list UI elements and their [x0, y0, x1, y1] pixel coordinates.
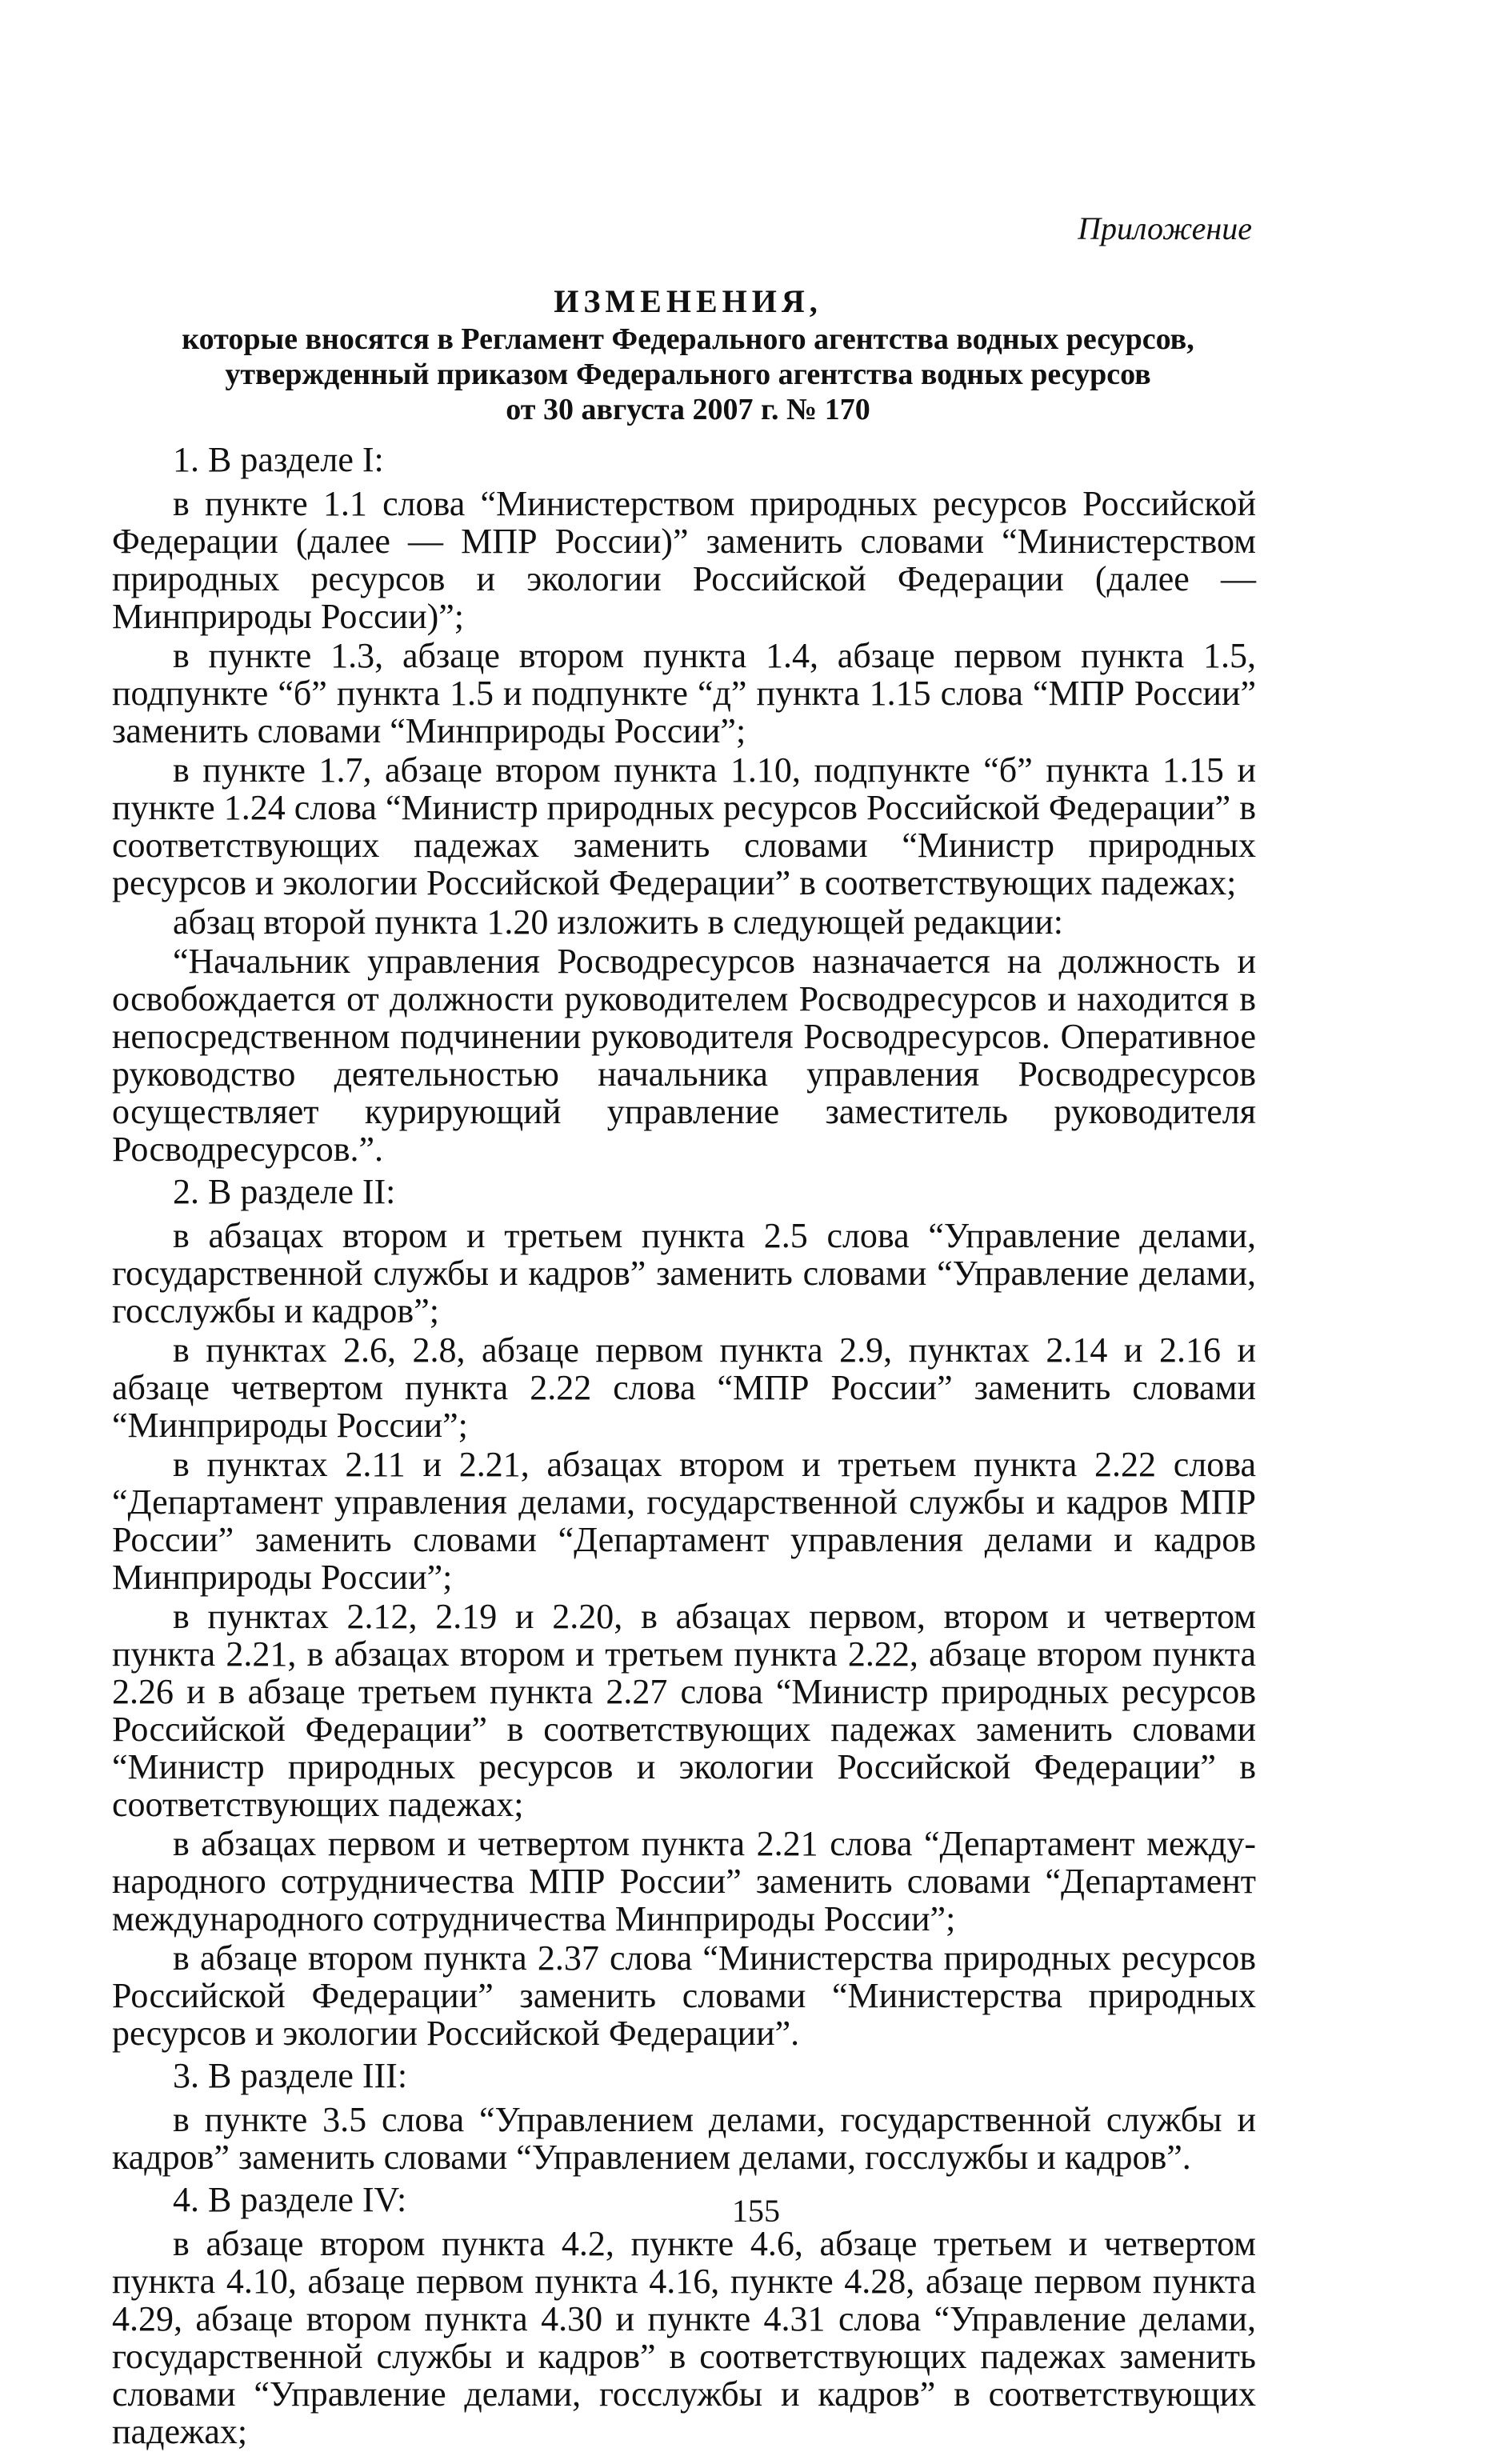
heading-line-3: от 30 августа 2007 г. № 170 [506, 393, 870, 426]
paragraph: в пункте 1.7, абзаце втором пункта 1.10, подпункте “б” пункта 1.15 и пункте 1.24 слова “Министр природных ресурсов Российской Федерации” в соответствующих падежах заменить словами “Министр природных ресурсов и экологии Российской Федерации” в соответствующих падежах; [112, 750, 1256, 902]
page-number: 155 [732, 2193, 780, 2229]
heading-line-2: утвержденный приказом Федерального агентства водных ресурсов [225, 358, 1151, 391]
section-heading-3: 3. В разделе III: [173, 2056, 408, 2095]
paragraph: в пунктах 2.12, 2.19 и 2.20, в абзацах первом, втором и четвертом пункта 2.21, в абзацах втором и третьем пункта 2.22, абзаце втором пункта 2.26 и в абзаце третьем пункта 2.27 слова “Министр природных ресурсов Российской Федерации” в соответствующих падежах заменить словами “Министр природных ресурсов и экологии Российской Федерации” в соответствующих падежах; [112, 1597, 1256, 1824]
paragraph: абзац второй пункта 1.20 изложить в следующей редакции: [173, 902, 1063, 942]
appendix-label: Приложение [1078, 210, 1252, 246]
heading-title: ИЗМЕНЕНИЯ, [554, 283, 822, 319]
paragraph: в абзацах первом и четвертом пункта 2.21 слова “Департамент международного сотрудничества МПР России” заменить словами “Департамент международного сотрудничества Минприроды России”; [112, 1824, 1256, 1938]
section-heading-4: 4. В разделе IV: [173, 2180, 407, 2219]
paragraph: в абзаце втором пункта 4.2, пункте 4.6, абзаце третьем и четвертом пункта 4.10, абзаце первом пункта 4.16, пункте 4.28, абзаце первом пункта 4.29, абзаце втором пункта 4.30 и пункте 4.31 слова “Управление делами, государственной службы и кадров” в соответствующих падежах заменить словами “Управление делами, госслужбы и кадров” в соответствующих падежах; [112, 2224, 1256, 2451]
quoted-paragraph: “Начальник управления Росводресурсов назначается на должность и освобождается от должности руководителем Росводресурсов и находится в непосредственном подчинении руководителя Росводресурсов. Оперативное руководство деятельностью начальника управления Росводресурсов осуществляет курирующий управление заместитель руководителя Росводресурсов.”. [112, 942, 1256, 1169]
document-heading [116, 282, 1260, 427]
section-heading-2: 2. В разделе II: [173, 1172, 396, 1211]
paragraph: в пунктах 2.11 и 2.21, абзацах втором и третьем пункта 2.22 слова “Департамент управления делами, государственной службы и кадров МПР России” заменить словами “Департамент управления делами и кадров Минприроды России”; [112, 1445, 1256, 1597]
paragraph: в пунктах 2.6, 2.8, абзаце первом пункта 2.9, пунктах 2.14 и 2.16 и абзаце четвертом пункта 2.22 слова “МПР России” заменить словами “Минприроды России”; [112, 1330, 1256, 1445]
paragraph: в пункте 1.1 слова “Министерством природных ресурсов Российской Федерации (далее — МПР России)” заменить словами “Министерством природных ресурсов и экологии Российской Федерации (далее — Минприроды России)”; [112, 484, 1256, 636]
heading-line-1: которые вносятся в Регламент Федерального агентства водных ресурсов, [182, 322, 1194, 356]
paragraph: в абзаце втором пункта 2.37 слова “Министерства природных ресурсов Российской Федерации” заменить словами “Министерства природных ресурсов и экологии Российской Федерации”. [112, 1938, 1256, 2053]
document-body [112, 436, 1256, 2452]
paragraph: в пункте 3.5 слова “Управлением делами, государственной службы и кадров” заменить словами “Управлением делами, госслужбы и кадров”. [112, 2100, 1256, 2177]
paragraph: в абзацах втором и третьем пункта 2.5 слова “Управление делами, государственной службы и кадров” заменить словами “Управление делами, госслужбы и кадров”; [112, 1216, 1256, 1330]
section-heading-1: 1. В разделе I: [173, 440, 384, 479]
paragraph: в пункте 1.3, абзаце втором пункта 1.4, абзаце первом пункта 1.5, подпункте “б” пункта 1.5 и подпункте “д” пункта 1.15 слова “МПР России” заменить словами “Минприроды России”; [112, 636, 1256, 750]
